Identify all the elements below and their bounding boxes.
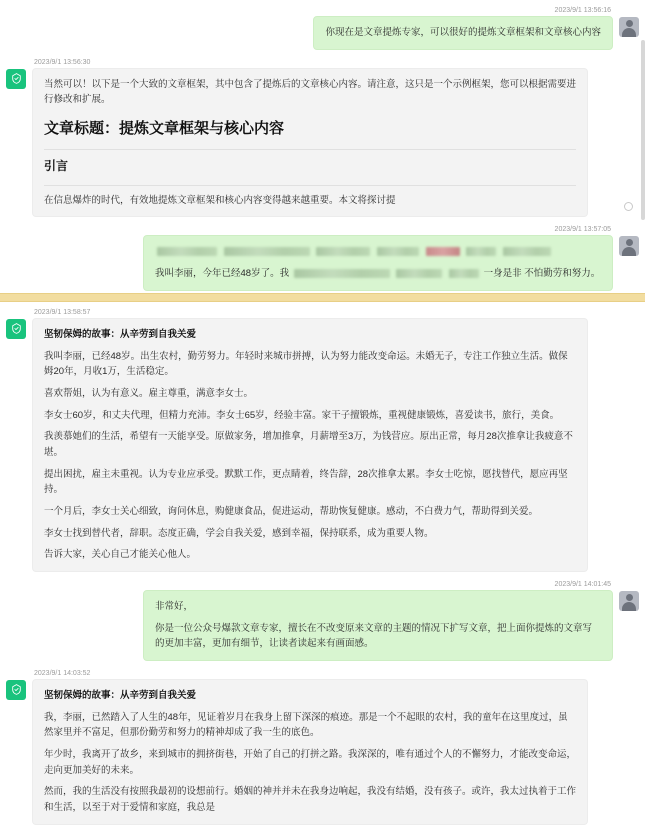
story-paragraph: 我，李丽，已然踏入了人生的48年，见证着岁月在我身上留下深深的痕迹。那是一个不起眼的农村，我的童年在这里度过，虽然家里并不富足，但那份勤劳和努力的精神却成了我一生的底色。 xyxy=(44,711,568,739)
avatar-body-icon xyxy=(622,28,636,37)
user-message-bubble xyxy=(313,16,613,50)
user-avatar[interactable] xyxy=(619,236,639,256)
message-timestamp: 2023/9/1 13:58:57 xyxy=(34,308,91,316)
intro-text: 当然可以！以下是一个大致的文章框架，其中包含了提炼后的文章核心内容。请注意，这只是一个示例框架，您可以根据需要进行修改和扩展。 xyxy=(44,78,577,106)
message-timestamp: 2023/9/1 14:03:52 xyxy=(34,669,91,677)
message-text-tail: 一身是非 不怕勤劳和努力。 xyxy=(483,268,601,280)
divider xyxy=(44,185,576,186)
story-paragraph: 告诉大家，关心自己才能关心他人。 xyxy=(44,549,197,561)
highlight-divider-band xyxy=(0,293,645,302)
assistant-avatar-icon[interactable] xyxy=(6,319,26,339)
message-turn-user-1 xyxy=(0,0,645,52)
message-timestamp: 2023/9/1 13:56:16 xyxy=(554,7,611,14)
scroll-indicator-dot[interactable] xyxy=(624,202,633,211)
assistant-message-bubble xyxy=(32,318,588,572)
story-paragraph: 提出困扰，雇主未重视。认为专业应承受。默默工作，更点睛着，终告辞，28次推拿太累。李女士吃惊，愿找替代，愿应再坚持。 xyxy=(44,468,568,496)
avatar-head-icon xyxy=(626,20,633,27)
user-avatar[interactable] xyxy=(619,17,639,37)
article-body: 在信息爆炸的时代，有效地提炼文章框架和核心内容变得越来越重要。本文将探讨提 xyxy=(44,194,396,206)
user-avatar[interactable] xyxy=(619,591,639,611)
story-paragraph: 一个月后，李女士关心细致，询问休息，购健康食品，促进运动，帮助恢复健康。感动，不白费力气，帮助得到关爱。 xyxy=(44,505,539,517)
message-line-redacted xyxy=(155,244,601,260)
page-scrollbar[interactable] xyxy=(641,0,645,668)
message-line-partial xyxy=(155,266,601,282)
avatar-body-icon xyxy=(622,602,636,611)
assistant-avatar-icon[interactable] xyxy=(6,680,26,700)
scrollbar-thumb[interactable] xyxy=(641,40,645,220)
user-message-bubble xyxy=(143,590,613,661)
assistant-avatar-icon[interactable] xyxy=(6,69,26,89)
message-turn-user-2 xyxy=(0,219,645,292)
avatar-head-icon xyxy=(626,594,633,601)
message-text: 你是一位公众号爆款文章专家，擅长在不改变原来文章的主题的情况下扩写文章，把上面你提炼的文章写的更加丰富，更加有细节，让读者读起来有画面感。 xyxy=(155,622,593,650)
article-title: 文章标题：提炼文章框架与核心内容 xyxy=(44,120,285,138)
story-paragraph: 然而，我的生活没有按照我最初的设想前行。婚姻的神并并未在我身边响起，我没有结婚，没有孩子。或许，我太过执着于工作和生活，以至于对于爱情和家庭，我总是 xyxy=(44,786,577,813)
avatar-body-icon xyxy=(622,247,636,256)
message-text-visible: 我叫李丽，今年已经48岁了。我 xyxy=(155,268,290,280)
story-paragraph: 李女士60岁，和丈夫代理，但精力充沛。李女士65岁，经验丰富。家干子擅锻炼，重视健康锻炼，喜爱读书，旅行，美食。 xyxy=(44,409,560,421)
message-turn-assistant-1 xyxy=(0,52,645,220)
story-title: 坚韧保姆的故事：从辛劳到自我关爱 xyxy=(44,689,197,701)
message-timestamp: 2023/9/1 13:57:05 xyxy=(554,226,611,234)
story-paragraph: 我叫李丽，已经48岁。出生农村，勤劳努力。年轻时来城市拼搏，认为努力能改变命运。未婚无子，专注工作独立生活。做保姆20年，月收1万，生活稳定。 xyxy=(44,350,568,378)
assistant-message-bubble xyxy=(32,679,588,825)
message-turn-assistant-2 xyxy=(0,302,645,574)
story-title: 坚韧保姆的故事：从辛劳到自我关爱 xyxy=(44,328,197,340)
story-paragraph: 喜欢帮姐，认为有意义。雇主尊重，满意李女士。 xyxy=(44,387,254,399)
user-message-bubble xyxy=(143,235,613,290)
message-turn-user-3 xyxy=(0,574,645,663)
message-timestamp: 2023/9/1 14:01:45 xyxy=(554,580,611,588)
story-paragraph: 李女士找到替代者，辞职。态度正确，学会自我关爱，感到幸福，保持联系，成为重要人物。 xyxy=(44,527,434,539)
avatar-head-icon xyxy=(626,239,633,246)
message-timestamp: 2023/9/1 13:56:30 xyxy=(34,58,91,66)
assistant-message-bubble xyxy=(32,68,588,218)
message-text: 非常好， xyxy=(155,600,194,612)
story-paragraph: 年少时，我离开了故乡，来到城市的拥挤街巷，开始了自己的打拼之路。我深深的，唯有通过个人的不懈努力，才能改变命运，走向更加美好的未来。 xyxy=(44,748,577,776)
article-subheading: 引言 xyxy=(44,159,69,174)
story-paragraph: 我羡慕她们的生活，希望有一天能享受。原做家务，增加推拿，月薪增至3万，为钱营应。原出正常，每月28次推拿让我疲意不堪。 xyxy=(44,431,573,458)
divider xyxy=(44,149,576,150)
message-turn-assistant-3 xyxy=(0,663,645,827)
message-text: 你现在是文章提炼专家，可以很好的提炼文章框架和文章核心内容 xyxy=(325,27,601,38)
